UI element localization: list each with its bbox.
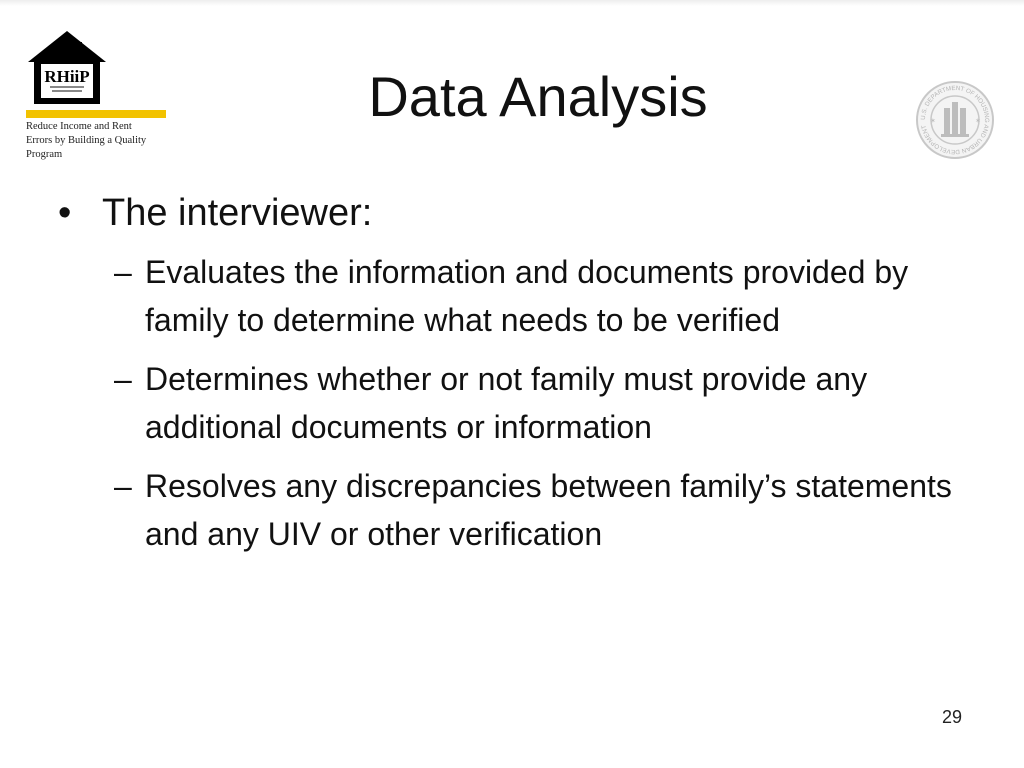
sub-bullet-text: Resolves any discrepancies between family’s statements and any UIV or other verification bbox=[145, 468, 952, 552]
bullet-item bbox=[58, 188, 978, 238]
bullet-marker: • bbox=[58, 192, 72, 234]
sub-bullet-item bbox=[114, 462, 975, 558]
svg-text:✶: ✶ bbox=[930, 118, 936, 125]
logo-tagline: Reduce Income and Rent Errors by Building a Quality Program bbox=[26, 121, 147, 160]
sub-bullet-item bbox=[114, 248, 975, 344]
bullet-list bbox=[58, 188, 978, 569]
logo-wordmark: RHiiP bbox=[44, 67, 90, 86]
sub-bullet-text: Evaluates the information and documents provided by family to determine what needs to be verified bbox=[145, 254, 909, 338]
sub-bullet-item bbox=[114, 355, 975, 451]
sub-bullet-marker: – bbox=[114, 361, 132, 397]
sub-bullet-marker: – bbox=[114, 468, 132, 504]
sub-bullet-marker: – bbox=[114, 254, 132, 290]
svg-text:✶: ✶ bbox=[975, 118, 981, 125]
sub-bullet-list bbox=[58, 248, 978, 558]
bullet-text: The interviewer: bbox=[102, 192, 373, 234]
seal-text: U.S. DEPARTMENT OF HOUSING AND URBAN DEVELOPMENT bbox=[919, 84, 991, 156]
slide-title: Data Analysis bbox=[368, 65, 708, 128]
sub-bullet-text: Determines whether or not family must provide any additional documents or information bbox=[145, 361, 868, 445]
page-number: 29 bbox=[941, 707, 962, 727]
